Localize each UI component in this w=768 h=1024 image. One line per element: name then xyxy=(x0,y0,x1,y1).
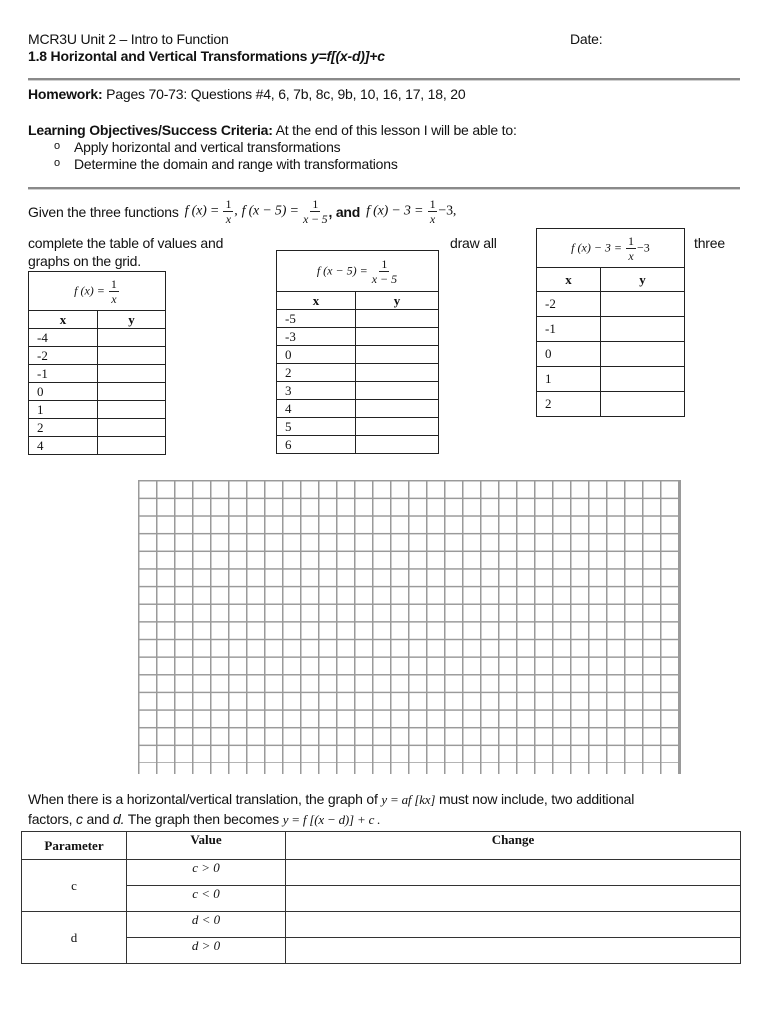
x-header: x xyxy=(537,268,601,292)
x-cell: 4 xyxy=(277,400,356,418)
value-cell: d > 0 xyxy=(127,938,286,964)
instruction-line3: graphs on the grid. xyxy=(28,253,141,269)
homework-label: Homework: xyxy=(28,86,103,102)
x-cell: 0 xyxy=(277,346,356,364)
y-cell[interactable] xyxy=(98,383,166,401)
param-c: c xyxy=(22,860,127,912)
divider-middle xyxy=(28,187,740,190)
y-cell[interactable] xyxy=(356,328,439,346)
translation-line2: factors, c and d. The graph then becomes y = f [(x − d)] + c . xyxy=(28,811,381,827)
x-cell: 2 xyxy=(277,364,356,382)
x-cell: -2 xyxy=(29,347,98,365)
x-cell: -1 xyxy=(29,365,98,383)
y-cell[interactable] xyxy=(356,436,439,454)
change-cell[interactable] xyxy=(286,912,741,938)
lesson-formula: y=f[(x-d)]+c xyxy=(310,48,385,64)
y-cell[interactable] xyxy=(356,400,439,418)
instruction-line2-mid: draw all xyxy=(450,235,497,251)
y-header: y xyxy=(98,311,166,329)
parameter-table xyxy=(21,831,741,964)
objective-item: o Apply horizontal and vertical transformations xyxy=(46,139,398,156)
x-cell: 2 xyxy=(29,419,98,437)
date-label: Date: xyxy=(570,31,603,47)
instruction-line2-left: complete the table of values and xyxy=(28,235,224,251)
x-cell: -3 xyxy=(277,328,356,346)
value-cell: c < 0 xyxy=(127,886,286,912)
translation-line1: When there is a horizontal/vertical translation, the graph of y = af [kx] must now include, two additional xyxy=(28,791,635,807)
x-cell: 0 xyxy=(29,383,98,401)
x-header: x xyxy=(29,311,98,329)
divider-top xyxy=(28,78,740,81)
header-change: Change xyxy=(286,832,741,860)
x-cell: 2 xyxy=(537,392,601,417)
y-cell[interactable] xyxy=(601,392,685,417)
objective-item: o Determine the domain and range with transformations xyxy=(46,156,398,173)
table-f-x-minus-5-header: f (x − 5) = $\frac{1}{x - 5}$ xyxy=(277,251,439,292)
param-d: d xyxy=(22,912,127,964)
value-cell: d < 0 xyxy=(127,912,286,938)
graph-grid[interactable] xyxy=(138,480,680,774)
header-parameter: Parameter xyxy=(22,832,127,860)
table-f-x-minus-5 xyxy=(276,250,439,454)
y-header: y xyxy=(601,268,685,292)
x-header: x xyxy=(277,292,356,310)
y-cell[interactable] xyxy=(601,367,685,392)
lesson-title-text: 1.8 Horizontal and Vertical Transformations xyxy=(28,48,311,64)
y-cell[interactable] xyxy=(98,365,166,383)
change-cell[interactable] xyxy=(286,938,741,964)
y-cell[interactable] xyxy=(356,382,439,400)
function-2: f (x − 5) = $\frac{1}{x - 5}$ xyxy=(241,197,328,226)
table-f-x-minus-3 xyxy=(536,228,685,417)
function-1: f (x) = $\frac{1}{x}$ , xyxy=(184,197,238,226)
x-cell: 5 xyxy=(277,418,356,436)
x-cell: -1 xyxy=(537,317,601,342)
change-cell[interactable] xyxy=(286,886,741,912)
given-line xyxy=(28,198,456,225)
y-cell[interactable] xyxy=(356,364,439,382)
y-cell[interactable] xyxy=(356,310,439,328)
y-cell[interactable] xyxy=(98,347,166,365)
y-header: y xyxy=(356,292,439,310)
value-cell: c > 0 xyxy=(127,860,286,886)
y-cell[interactable] xyxy=(601,317,685,342)
y-cell[interactable] xyxy=(98,437,166,455)
y-cell[interactable] xyxy=(356,418,439,436)
y-cell[interactable] xyxy=(356,346,439,364)
table-f-x-minus-3-header: f (x) − 3 = $\frac{1}{x}$ −3 xyxy=(537,229,685,268)
x-cell: -2 xyxy=(537,292,601,317)
x-cell: 1 xyxy=(29,401,98,419)
objectives-intro: At the end of this lesson I will be able to: xyxy=(275,122,517,138)
course-title: MCR3U Unit 2 – Intro to Function xyxy=(28,31,229,47)
table-f-x-header: f (x) = $\frac{1}{x}$ xyxy=(29,272,166,311)
objectives-heading xyxy=(28,122,517,138)
x-cell: 4 xyxy=(29,437,98,455)
x-cell: 1 xyxy=(537,367,601,392)
homework-text: Pages 70-73: Questions #4, 6, 7b, 8c, 9b, 10, 16, 17, 18, 20 xyxy=(106,86,466,102)
graph-grid-right-edge xyxy=(679,480,681,774)
function-3: f (x) − 3 = $\frac{1}{x}$ −3, xyxy=(366,197,457,226)
y-cell[interactable] xyxy=(98,401,166,419)
x-cell: 6 xyxy=(277,436,356,454)
y-cell[interactable] xyxy=(601,342,685,367)
x-cell: -5 xyxy=(277,310,356,328)
table-f-x xyxy=(28,271,166,455)
given-prefix: Given the three functions xyxy=(28,203,179,220)
and-word: , and xyxy=(328,203,361,220)
x-cell: -4 xyxy=(29,329,98,347)
header-value: Value xyxy=(127,832,286,860)
y-cell[interactable] xyxy=(98,329,166,347)
y-cell[interactable] xyxy=(601,292,685,317)
instruction-line2-right: three xyxy=(694,235,725,251)
lesson-title xyxy=(28,48,385,64)
change-cell[interactable] xyxy=(286,860,741,886)
graph-grid-tail xyxy=(138,763,682,774)
homework-line xyxy=(28,86,465,102)
y-cell[interactable] xyxy=(98,419,166,437)
x-cell: 0 xyxy=(537,342,601,367)
x-cell: 3 xyxy=(277,382,356,400)
objectives-label: Learning Objectives/Success Criteria: xyxy=(28,122,273,138)
objectives-list xyxy=(46,139,398,173)
